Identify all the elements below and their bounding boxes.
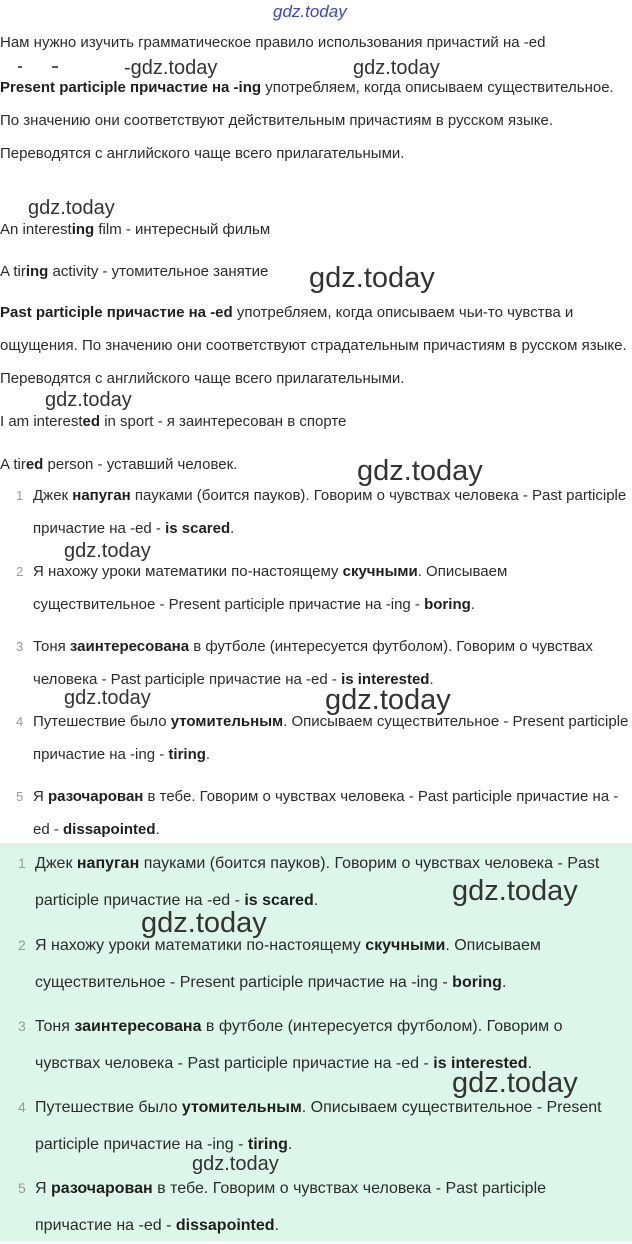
example-tired: A tired person - уставший человек. <box>0 456 238 473</box>
list-item: 3 Тоня заинтересована в футболе (интересуется футболом). Говорим о чувствах человека - Past participle причастие на -ed - is interested. <box>16 638 593 688</box>
watermark: gdz.today <box>309 262 435 294</box>
example-interesting: An interesting film - интересный фильм <box>0 221 271 238</box>
dot-mark <box>18 66 22 68</box>
past-participle-paragraph <box>0 296 630 395</box>
list-item: 4 Путешествие было утомительным. Описываем существительное - Present participle причастие на -ing - tiring. <box>16 713 629 763</box>
watermark: gdz.today <box>141 907 267 939</box>
present-participle-paragraph <box>0 71 630 170</box>
list-item: 2 Я нахожу уроки математики по-настоящему скучными. Описываем существительное - Present participle причастие на -ing - boring. <box>16 563 508 613</box>
answer-item: 3 Тоня заинтересована в футболе (интересуется футболом). Говорим о чувствах человека - Past participle причастие на -ed - is interested. <box>18 1018 563 1072</box>
list-item: 5 Я разочарован в тебе. Говорим о чувствах человека - Past participle причастие на -ed - dissapointed. <box>16 788 619 838</box>
example-interested: I am interested in sport - я заинтересован в спорте <box>0 413 347 430</box>
list-item: 1 Джек напуган пауками (боится пауков). Говорим о чувствах человека - Past participle причастие на -ed - is scared. <box>16 487 627 537</box>
dash-mark <box>52 66 58 68</box>
intro-text: Нам нужно изучить грамматическое правило использования причастий на -ed <box>0 34 546 51</box>
watermark: gdz.today <box>64 540 151 562</box>
watermark: -gdz.today <box>124 57 218 79</box>
watermark: gdz.today <box>452 1067 578 1099</box>
watermark: gdz.today <box>357 455 483 487</box>
watermark: gdz.today <box>64 687 151 709</box>
watermark: gdz.today <box>45 389 132 411</box>
watermark: gdz.today <box>353 57 440 79</box>
watermark: gdz.today <box>452 875 578 907</box>
answer-item: 5 Я разочарован в тебе. Говорим о чувствах человека - Past participle причастие на -ed - dissapointed. <box>18 1180 547 1234</box>
answer-item: 2 Я нахожу уроки математики по-настоящему скучными. Описываем существительное - Present participle причастие на -ing - boring. <box>18 937 541 991</box>
answer-item: 4 Путешествие было утомительным. Описываем существительное - Present participle причастие на -ing - tiring. <box>18 1099 602 1153</box>
past-participle-text: употребляем, когда описываем чьи-то чувства и ощущения. По значению они соответствуют страдательным причастиям в русском языке. Переводятся с английского чаще всего прилагательными. <box>0 304 627 387</box>
example-tiring: A tiring activity - утомительное занятие <box>0 263 269 280</box>
present-participle-text: употребляем, когда описываем существительное. По значению они соответствуют действительным причастиям в русском языке. Переводятся с английского чаще всего прилагательными. <box>0 79 614 162</box>
watermark: gdz.today <box>192 1153 279 1175</box>
watermark-top: gdz.today <box>273 2 347 21</box>
watermark: gdz.today <box>325 684 451 716</box>
past-participle-term: Past participle причастие на -ed <box>0 304 233 321</box>
watermark: gdz.today <box>28 197 115 219</box>
answer-item: 1 Джек напуган пауками (боится пауков). Говорим о чувствах человека - Past participle причастие на -ed - is scared. <box>18 855 600 909</box>
present-participle-term: Present participle причастие на -ing <box>0 79 262 96</box>
